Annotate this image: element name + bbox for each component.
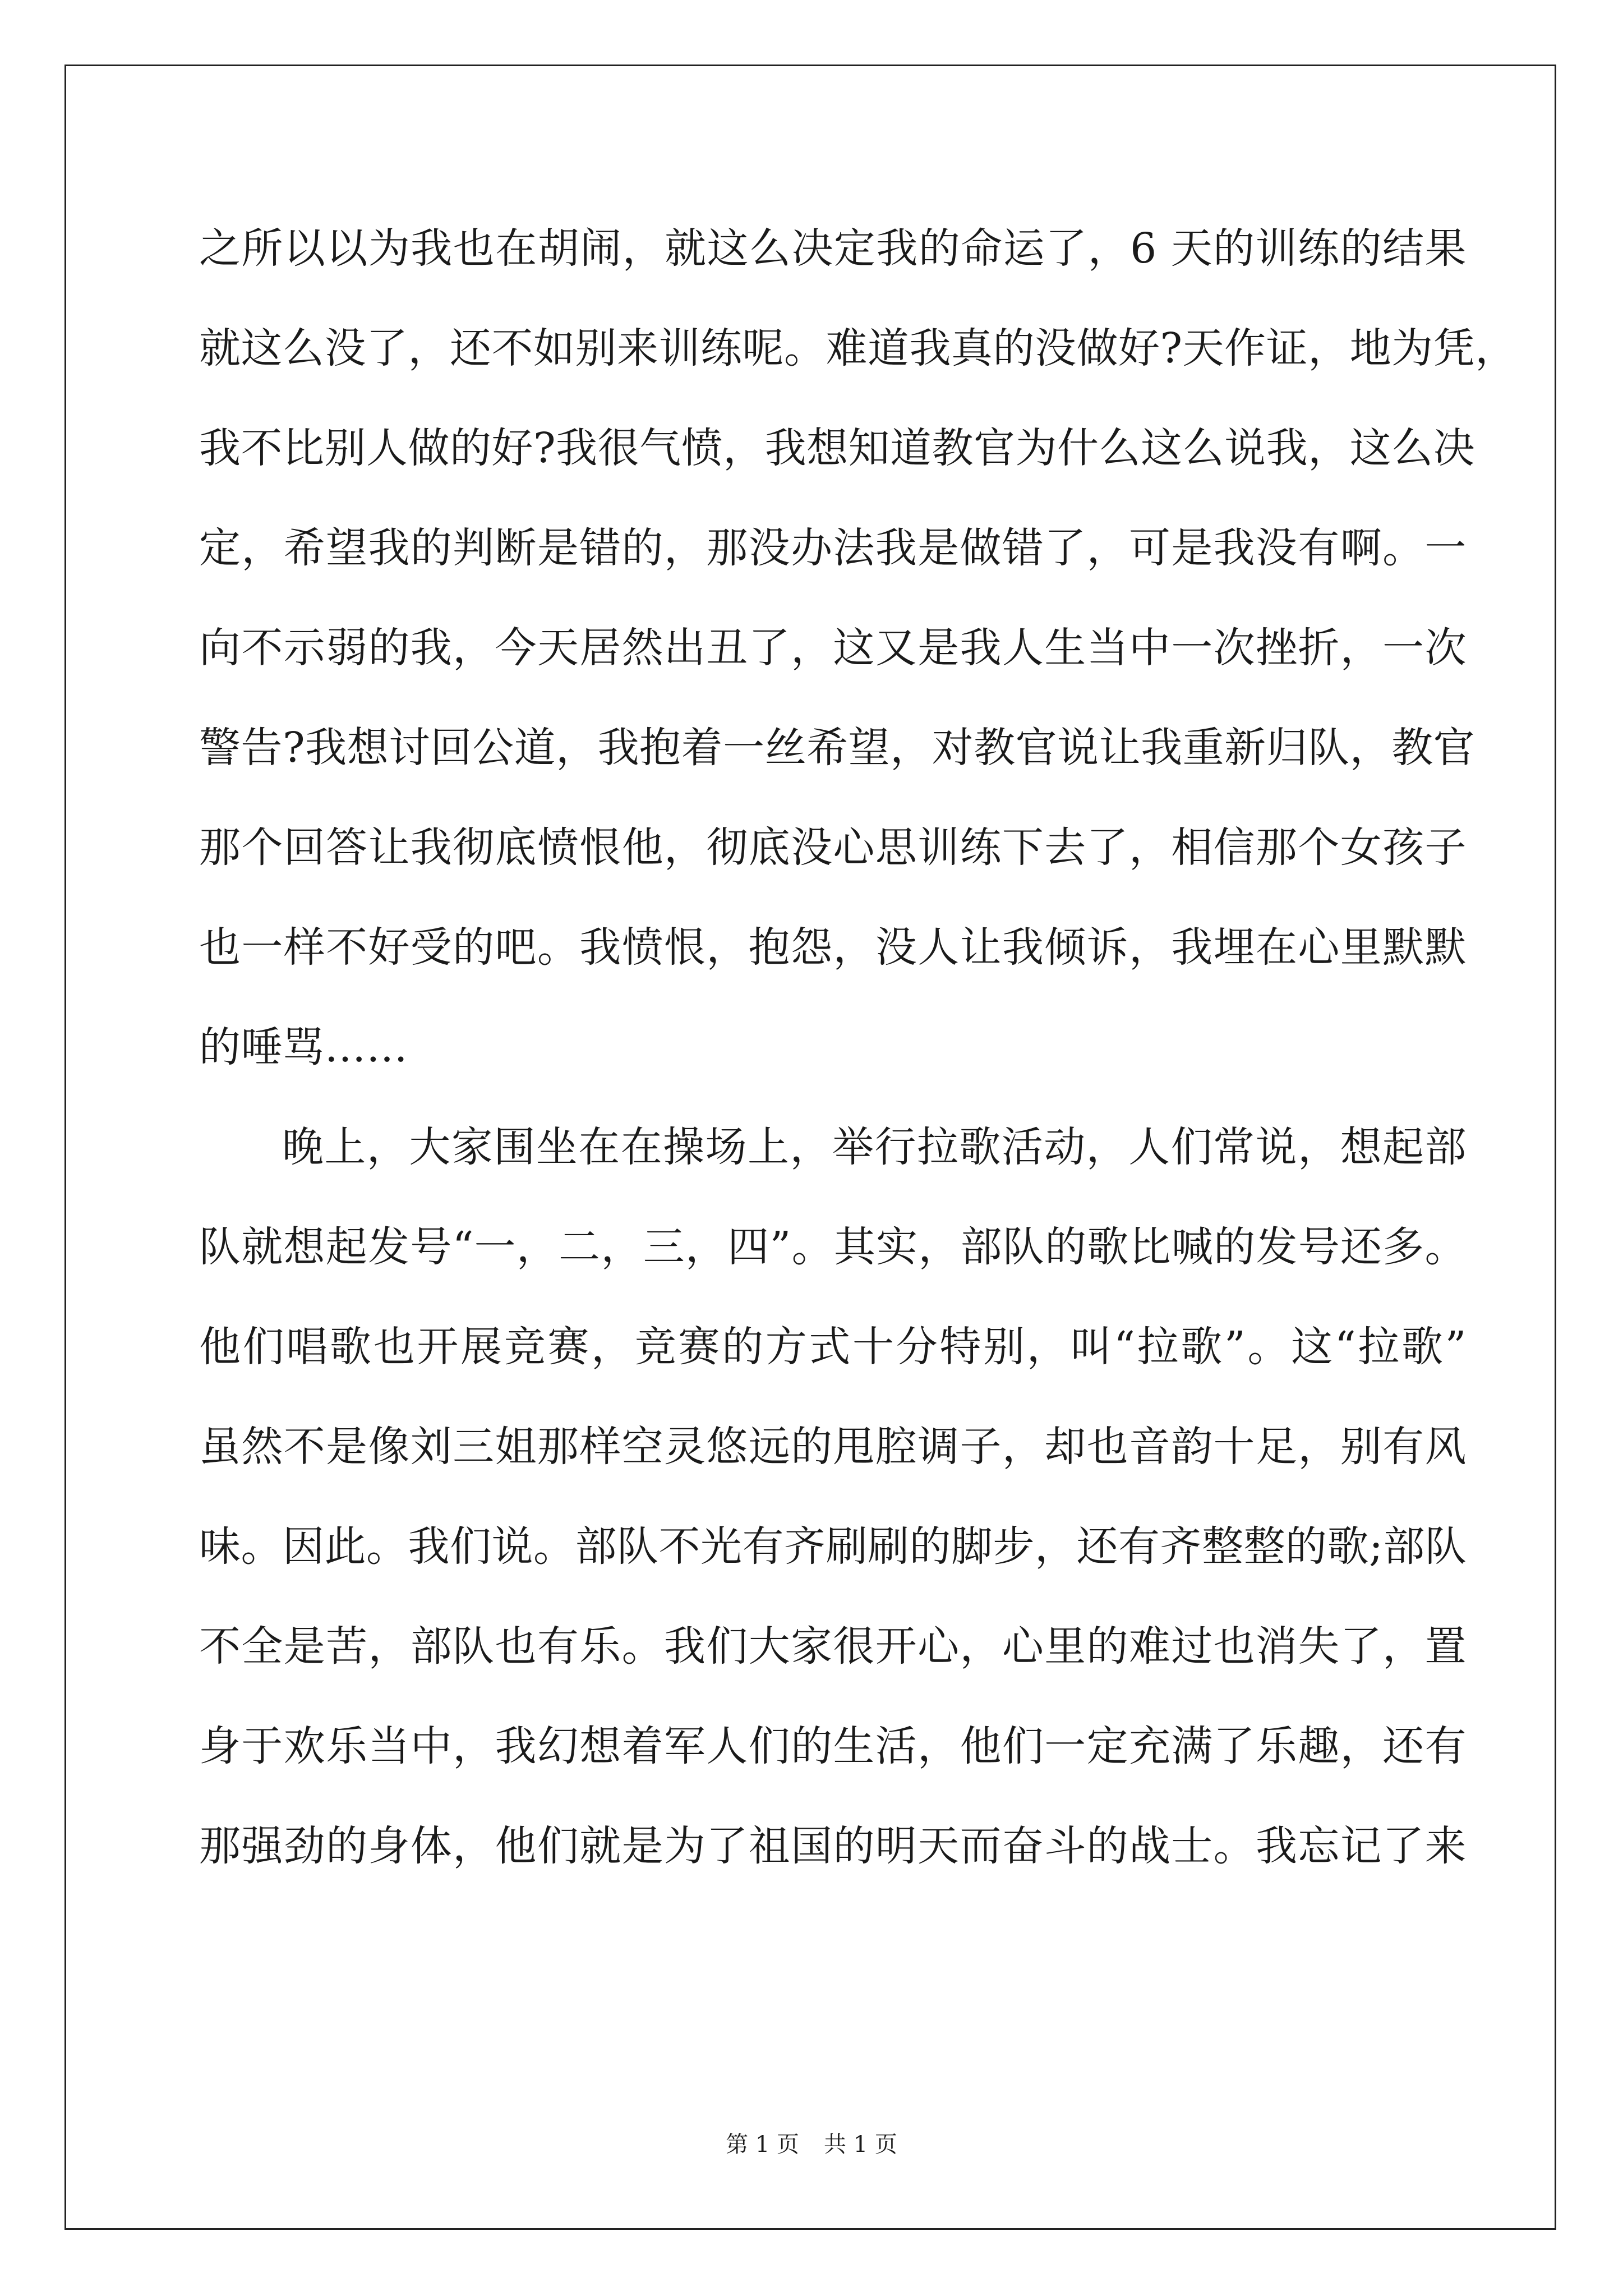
- text-line: 定，希望我的判断是错的，那没办法我是做错了，可是我没有啊。一: [199, 524, 1467, 572]
- text-line: 也一样不好受的吧。我愤恨，抱怨，没人让我倾诉，我埋在心里默默: [199, 923, 1467, 972]
- text-line: 队就想起发号“一，二，三，四”。其实，部队的歌比喊的发号还多。: [199, 1223, 1467, 1271]
- text-line: 那强劲的身体，他们就是为了祖国的明天而奋斗的战士。我忘记了来: [199, 1822, 1467, 1870]
- page-footer: [0, 2129, 1623, 2160]
- text-line: 就这么没了，还不如别来训练呢。难道我真的没做好?天作证，地为凭，: [199, 324, 1517, 372]
- text-line: 那个回答让我彻底愤恨他，彻底没心思训练下去了，相信那个女孩子: [199, 823, 1467, 872]
- paragraph-first-line: 晚上，大家围坐在在操场上，举行拉歌活动，人们常说，想起部: [282, 1123, 1467, 1171]
- text-line: 身于欢乐当中，我幻想着军人们的生活，他们一定充满了乐趣，还有: [199, 1722, 1467, 1770]
- text-line: 虽然不是像刘三姐那样空灵悠远的甩腔调子，却也音韵十足，别有风: [199, 1423, 1467, 1471]
- text-line: 之所以以为我也在胡闹，就这么决定我的命运了，6 天的训练的结果: [199, 224, 1467, 273]
- text-line: 我不比别人做的好?我很气愤，我想知道教官为什么这么说我，这么决: [199, 424, 1476, 472]
- text-line: 他们唱歌也开展竞赛，竞赛的方式十分特别，叫“拉歌”。这“拉歌”: [199, 1323, 1467, 1371]
- text-line: 的唾骂……: [199, 1023, 408, 1071]
- page-number: 第 1 页: [726, 2132, 799, 2157]
- page-total: 共 1 页: [824, 2132, 897, 2157]
- text-line: 向不示弱的我，今天居然出丑了，这又是我人生当中一次挫折，一次: [199, 624, 1467, 672]
- text-line: 警告?我想讨回公道，我抱着一丝希望，对教官说让我重新归队，教官: [199, 724, 1476, 772]
- text-line: 味。因此。我们说。部队不光有齐刷刷的脚步，还有齐整整的歌;部队: [199, 1522, 1467, 1571]
- text-line: 不全是苦，部队也有乐。我们大家很开心，心里的难过也消失了，置: [199, 1622, 1467, 1671]
